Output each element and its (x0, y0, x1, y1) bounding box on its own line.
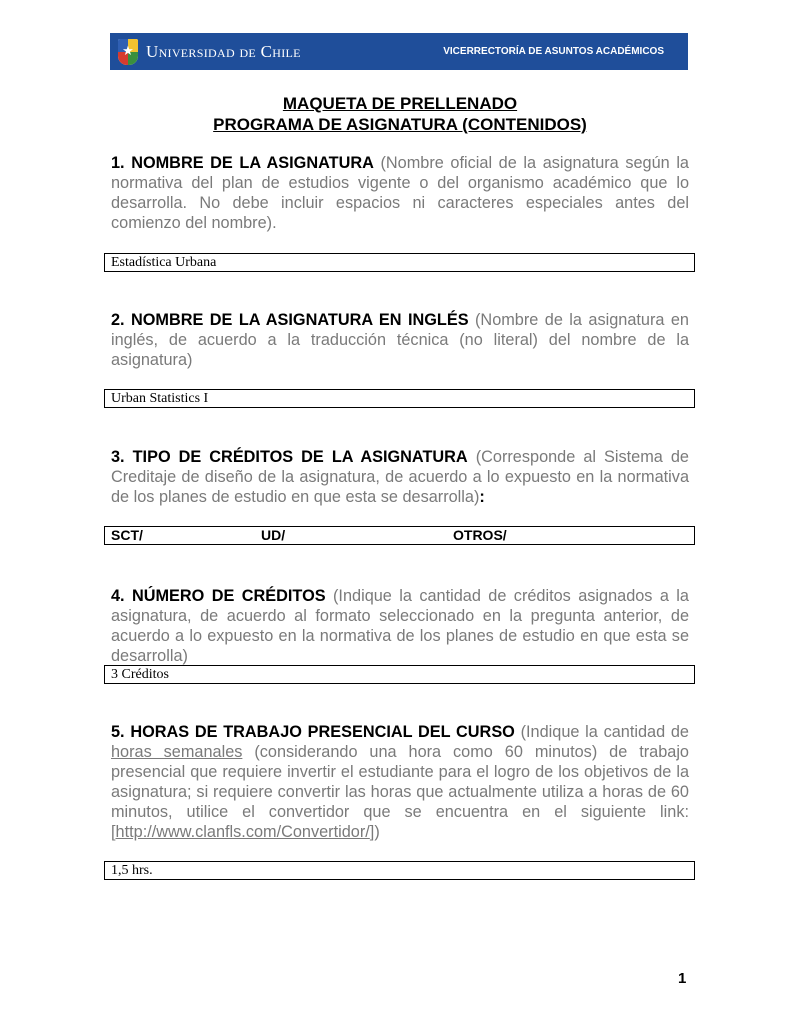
section-1-prompt (111, 153, 689, 233)
course-name-english-field[interactable]: Urban Statistics I (104, 389, 695, 408)
section-5-prompt (111, 722, 689, 842)
presential-hours-field[interactable]: 1,5 hrs. (104, 861, 695, 880)
header-banner (110, 33, 688, 70)
university-name: Universidad de Chile (146, 41, 301, 61)
section-3-heading: 3. TIPO DE CRÉDITOS DE LA ASIGNATURA (111, 448, 468, 466)
section-2-description: (Nombre de la asignatura en inglés, de acuerdo a la traducción técnica (no literal) del nombre de la asignatura) (111, 311, 689, 369)
section-5-description-c: ]) (369, 823, 380, 841)
section-4-description: (Indique la cantidad de créditos asignados a la asignatura, de acuerdo al formato seleccionado en la pregunta anterior, de acuerdo a lo expuesto en la normativa de los planes de estudio en que esta se desarrolla) (111, 587, 689, 665)
converter-link[interactable]: http://www.clanfls.com/Convertidor/ (115, 823, 370, 841)
page-number: 1 (678, 970, 687, 987)
title-line-1: MAQUETA DE PRELLENADO (282, 94, 518, 113)
section-1-description: (Nombre oficial de la asignatura según la normativa del plan de estudios vigente o del organismo académico que lo desarrolla. No debe incluir espacios ni caracteres especiales antes del comienzo del nombre). (111, 154, 689, 232)
section-4-prompt (111, 586, 689, 666)
credit-type-sct: SCT/ (111, 527, 143, 543)
section-5-description-a: (Indique la cantidad de (520, 723, 689, 741)
section-5-weekly-hours: horas semanales (111, 743, 243, 761)
section-3-prompt (111, 447, 689, 507)
credit-count-field[interactable]: 3 Créditos (104, 665, 695, 684)
vice-rectory-label: VICERRECTORÍA DE ASUNTOS ACADÉMICOS (443, 46, 664, 57)
section-5-description-b: (considerando una hora como 60 minutos) de trabajo presencial que requiere invertir el estudiante para el logro de los objetivos de la asignatura; si requiere convertir las horas que actualmente utiliza a horas de 60 minutos, utilice el convertidor que se encuentra en el siguiente link: [ (111, 743, 689, 841)
university-crest-icon: ★ (118, 39, 138, 65)
credit-type-otros: OTROS/ (453, 527, 507, 543)
document-title (110, 93, 690, 135)
title-line-2: PROGRAMA DE ASIGNATURA (CONTENIDOS) (213, 115, 587, 134)
credit-type-ud: UD/ (261, 527, 286, 543)
section-3-description: (Corresponde al Sistema de Creditaje de diseño de la asignatura, de acuerdo a lo expuesto en la normativa de los planes de estudio en que esta se desarrolla) (111, 448, 689, 506)
university-logo (118, 39, 301, 65)
section-5-heading: 5. HORAS DE TRABAJO PRESENCIAL DEL CURSO (111, 723, 515, 741)
section-2-prompt (111, 310, 689, 370)
course-name-field[interactable]: Estadística Urbana (104, 253, 695, 272)
section-2-heading: 2. NOMBRE DE LA ASIGNATURA EN INGLÉS (111, 311, 469, 329)
section-4-heading: 4. NÚMERO DE CRÉDITOS (111, 587, 326, 605)
credit-type-field[interactable] (104, 526, 695, 545)
section-3-colon: : (479, 488, 485, 506)
section-1-heading: 1. NOMBRE DE LA ASIGNATURA (111, 154, 374, 172)
